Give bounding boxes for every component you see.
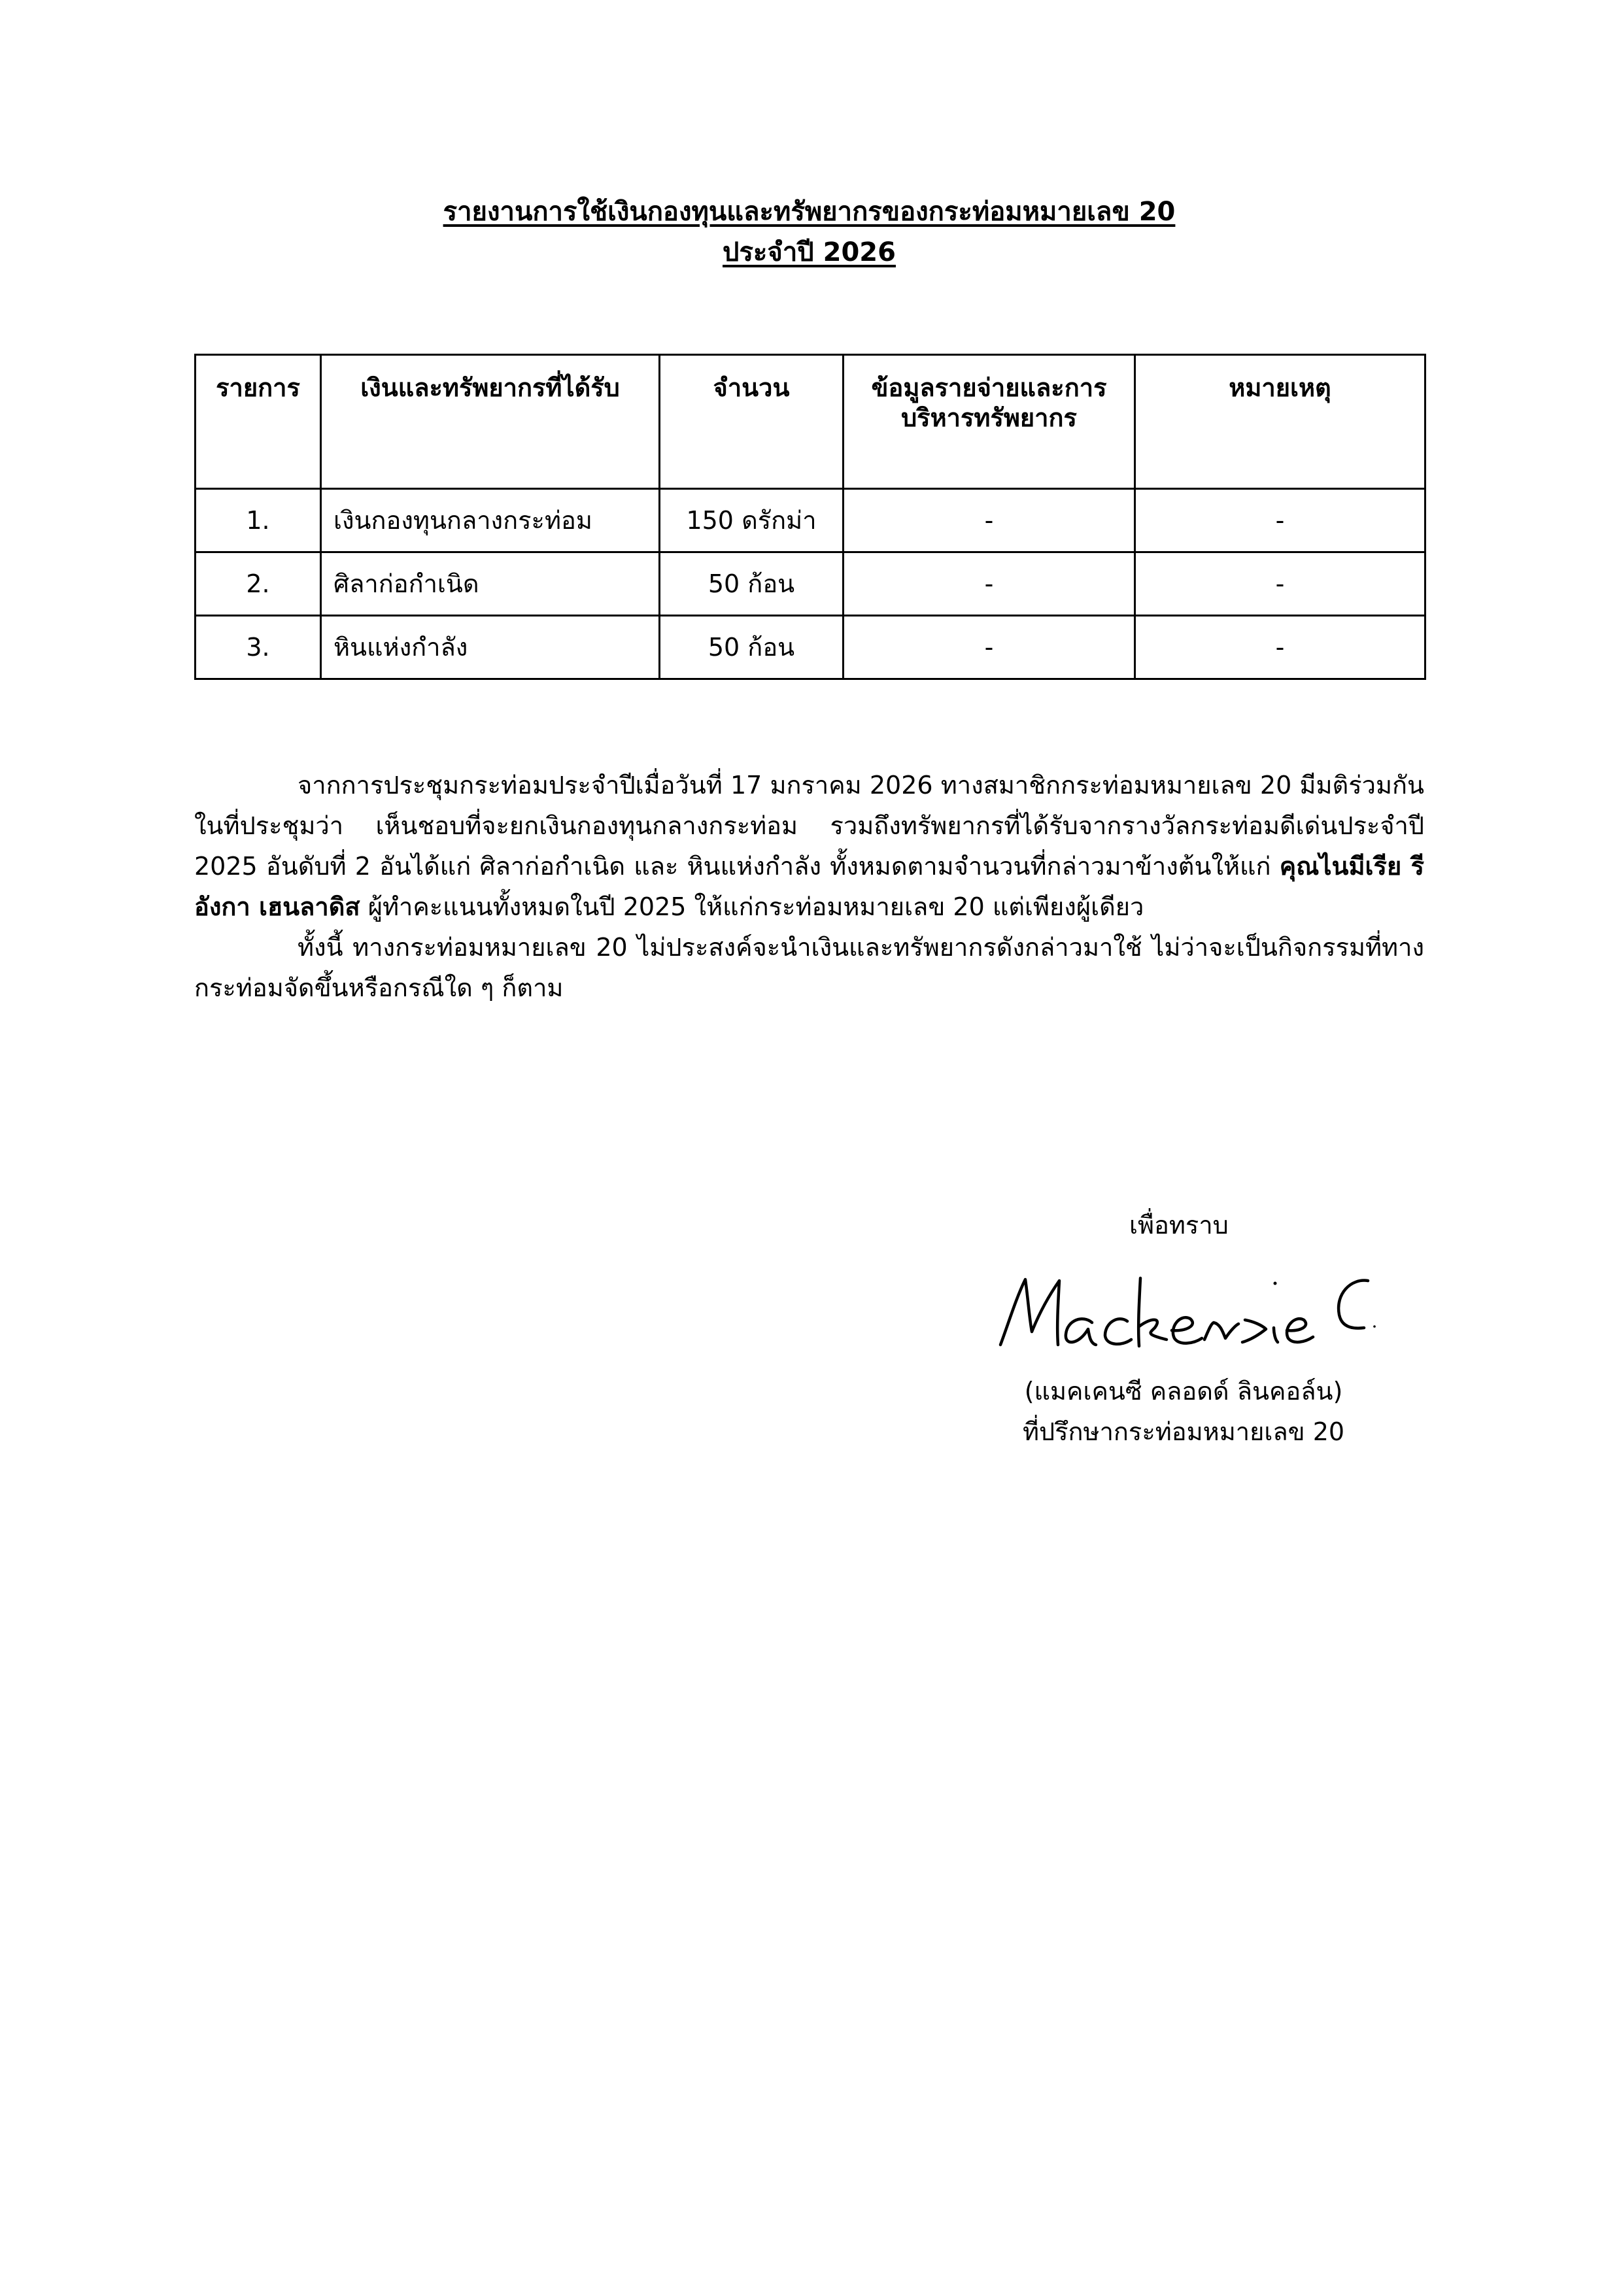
signature-period [1373,1325,1376,1328]
title-line-2: ประจำปี 2026 [723,237,896,267]
paragraph-1 [194,765,1424,927]
cell-expense: - [844,552,1135,616]
signature-stroke-z [1242,1320,1266,1342]
cell-remark: - [1135,616,1425,679]
paragraph-1-text-b: ผู้ทำคะแนนทั้งหมดในปี 2025 ให้แก่กระท่อมหมายเลข 20 แต่เพียงผู้เดียว [360,892,1144,921]
paragraph-2-text: ทั้งนี้ ทางกระท่อมหมายเลข 20 ไม่ประสงค์จะนำเงินและทรัพยากรดังกล่าวมาใช้ ไม่ว่าจะเป็นกิจกรรมที่ทางกระท่อมจัดขึ้นหรือกรณีใด ๆ ก็ตาม [194,933,1424,1002]
table-row [196,616,1425,679]
signature [994,1272,1386,1363]
table-header-row [196,355,1425,489]
header-amount: จำนวน [660,355,844,489]
signature-stroke-a [1066,1319,1096,1345]
table-row [196,552,1425,616]
signature-stroke-i [1274,1328,1278,1342]
paragraph-1-text-a: จากการประชุมกระท่อมประจำปีเมื่อวันที่ 17 มกราคม 2026 ทางสมาชิกกระท่อมหมายเลข 20 มีมติร่วมกันในที่ประชุมว่า เห็นชอบที่จะยกเงินกองทุนกลางกระท่อม รวมถึงทรัพยากรที่ได้รับจากรางวัลกระท่อมดีเด่นประจำปี 2025 อันดับที่ 2 อันได้แก่ ศิลาก่อกำเนิด และ หินแห่งกำลัง ทั้งหมดตามจำนวนที่กล่าวมาข้างต้นให้แก่ [194,771,1424,881]
cell-expense: - [844,489,1135,552]
signature-stroke-e2 [1287,1319,1313,1342]
header-item-no: รายการ [196,355,321,489]
resource-table [194,354,1426,680]
cell-item: เงินกองทุนกลางกระท่อม [321,489,660,552]
body-text [194,765,1424,1008]
signature-stroke-e1 [1172,1317,1202,1343]
cell-remark: - [1135,489,1425,552]
signature-stroke-k [1138,1278,1167,1346]
closing-text: เพื่อทราบ [1129,1211,1229,1240]
cell-remark: - [1135,552,1425,616]
cell-item: หินแห่งกำลัง [321,616,660,679]
cell-item: ศิลาก่อกำเนิด [321,552,660,616]
recipient-name: คุณไนมีเรีย รีอังกา เฮนลาดิส [194,852,1424,921]
document-subtitle [194,234,1424,271]
paragraph-2 [194,927,1424,1008]
cell-amount: 50 ก้อน [660,616,844,679]
table-row [196,489,1425,552]
cell-no: 1. [196,489,321,552]
header-resources-received: เงินและทรัพยากรที่ได้รับ [321,355,660,489]
signature-stroke-c2 [1339,1281,1368,1328]
header-expense-info: ข้อมูลรายจ่ายและการบริหารทรัพยากร [844,355,1135,489]
cell-no: 2. [196,552,321,616]
cell-no: 3. [196,616,321,679]
cell-expense: - [844,616,1135,679]
header-remark: หมายเหตุ [1135,355,1425,489]
title-line-1: รายงานการใช้เงินกองทุนและทรัพยากรของกระท่อมหมายเลข 20 [443,197,1176,227]
cell-amount: 150 ดรักม่า [660,489,844,552]
signature-stroke-n [1204,1323,1238,1340]
signer-role: ที่ปรึกษากระท่อมหมายเลข 20 [1022,1417,1345,1446]
document-title [194,194,1424,230]
cell-amount: 50 ก้อน [660,552,844,616]
signature-stroke-c [1105,1319,1131,1343]
signature-stroke-m [1000,1279,1059,1345]
signer-name: (แมคเคนซี คลอดด์ ลินคอล์น) [1024,1377,1343,1406]
signature-dot [1274,1282,1277,1285]
